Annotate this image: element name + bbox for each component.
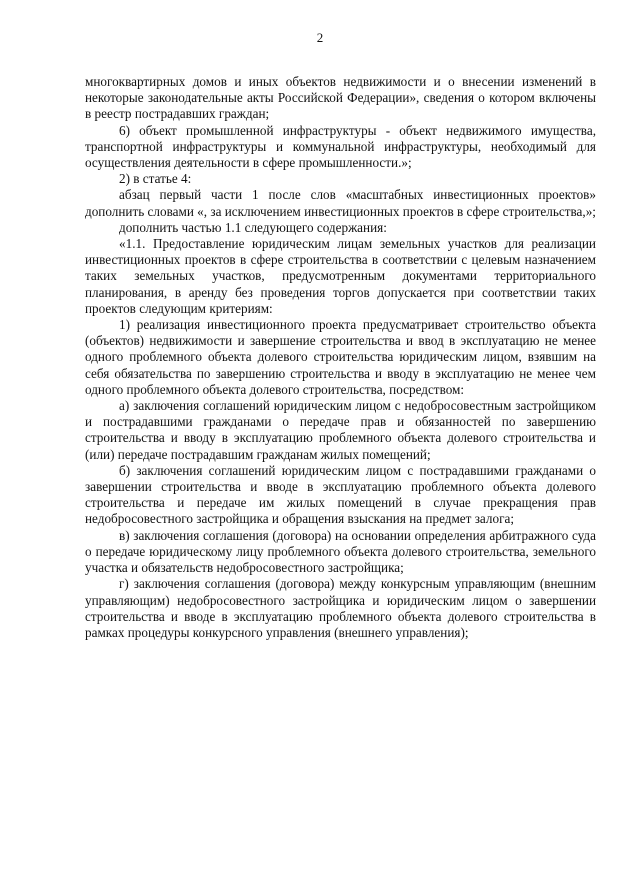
paragraph-part-1-1: «1.1. Предоставление юридическим лицам земельных участков для реализации инвестиционных проектов в сфере строительства в соответствии с целевым назначением таких земельных участков, предусмотренным документами территориального планирования, в аренду без проведения торгов допускается при соответствии таких проектов следующим критериям: [85, 236, 596, 316]
paragraph-subitem-b: б) заключения соглашений юридическим лицом с пострадавшими гражданами о завершении строительства и вводе в эксплуатацию проблемного объекта долевого строительства и передаче им жилых помещений в случае прекращения прав недобросовестного застройщика и обращения взыскания на предмет залога; [85, 462, 596, 527]
page-number: 2 [316, 30, 324, 45]
paragraph-subitem-a: а) заключения соглашений юридическим лицом с недобросовестным застройщиком и пострадавшими гражданами о передаче прав и обязанностей по завершению строительства и вводу в эксплуатацию проблемного объекта долевого строительства и (или) передаче пострадавшим гражданам жилых помещений; [85, 398, 596, 462]
document-text-body [85, 74, 596, 641]
paragraph-continuation: многоквартирных домов и иных объектов недвижимости и о внесении изменений в некоторые законодательные акты Российской Федерации», сведения о котором включены в реестр пострадавших граждан; [85, 74, 596, 122]
paragraph-subitem-g: г) заключения соглашения (договора) между конкурсным управляющим (внешним управляющим) недобросовестного застройщика и юридическим лицом о завершении строительства и вводе в эксплуатацию проблемного объекта долевого строительства в рамках процедуры конкурсного управления (внешнего управления); [85, 576, 596, 640]
paragraph-criterion-1: 1) реализация инвестиционного проекта предусматривает строительство объекта (объектов) недвижимости и завершение строительства и ввод в эксплуатацию не менее одного проблемного объекта долевого строительства юридическим лицом, взявшим на себя обязательства по завершению строительства и вводу в эксплуатацию не менее чем одного проблемного объекта долевого строительства, посредством: [85, 317, 596, 397]
paragraph-subitem-v: в) заключения соглашения (договора) на основании определения арбитражного суда о передаче юридическому лицу проблемного объекта долевого строительства, земельного участка и обязательств недобросовестного застройщика; [85, 527, 596, 576]
paragraph-amendment-part-1: абзац первый части 1 после слов «масштабных инвестиционных проектов» дополнить словами «, за исключением инвестиционных проектов в сфере строительства,»; [85, 187, 596, 219]
paragraph-add-part-1-1: дополнить частью 1.1 следующего содержания: [119, 219, 387, 235]
paragraph-item-6: 6) объект промышленной инфраструктуры - объект недвижимого имущества, транспортной инфраструктуры и коммунальной инфраструктуры, необходимый для осуществления деятельности в сфере промышленности.»; [85, 122, 596, 171]
paragraph-item-2: 2) в статье 4: [119, 171, 192, 187]
